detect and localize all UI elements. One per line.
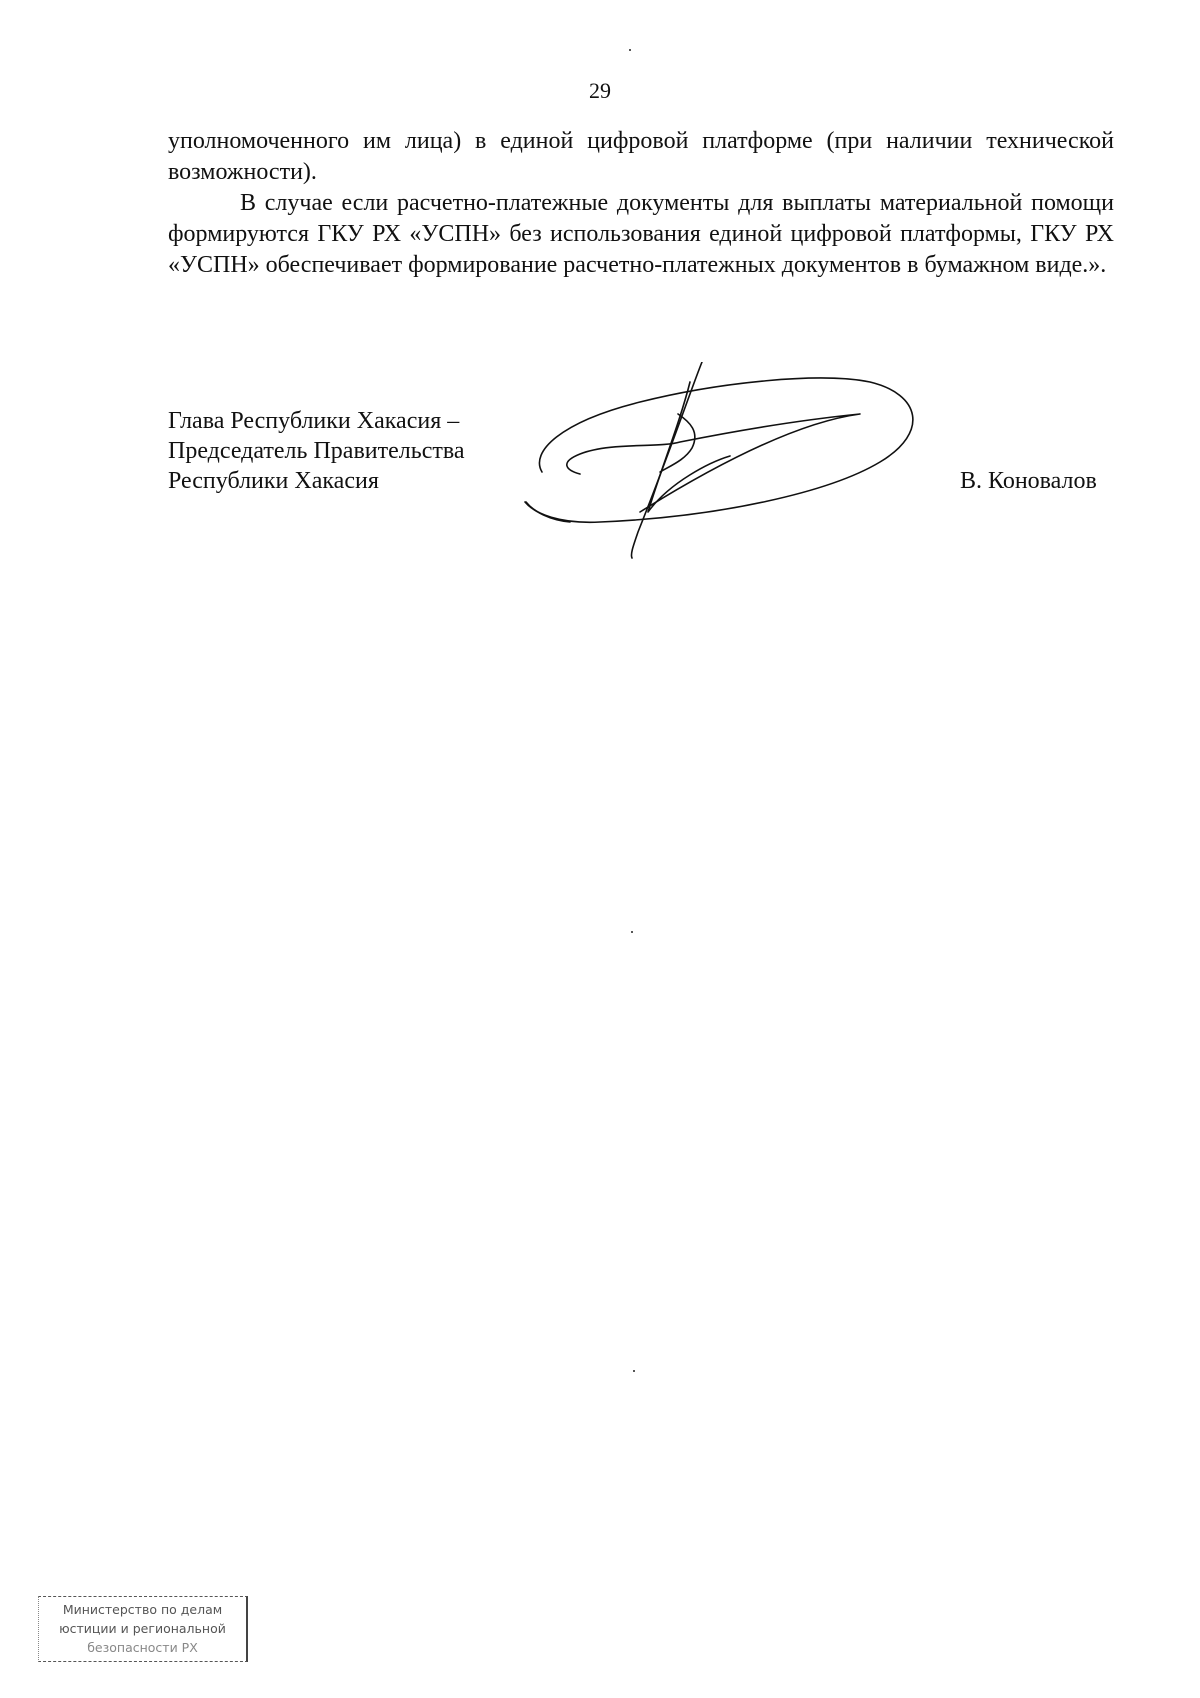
scan-speck [633,1370,635,1372]
signer-name: В. Коновалов [960,468,1097,494]
body-text [168,126,1114,281]
handwritten-signature [520,362,940,562]
signature-loop-stroke [525,378,913,522]
paragraph-payment-documents: В случае если расчетно-платежные документы для выплаты материальной помощи формируются ГКУ РХ «УСПН» без использования единой цифровой платформы, ГКУ РХ «УСПН» обеспечивает формирование расчетно-платежных документов в бумажном виде.». [168,190,1114,278]
signature-tail-stroke [526,502,570,522]
registration-stamp [38,1596,248,1662]
stamp-line: юстиции и региональной [59,1621,226,1636]
stamp-line: безопасности РХ [87,1640,198,1655]
signatory-title [168,406,465,496]
signature-vertical-stroke [648,382,730,512]
stamp-line: Министерство по делам [62,1602,223,1617]
scan-speck [629,49,631,51]
signatory-title-line: Республики Хакасия [168,468,379,494]
signatory-title-line: Председатель Правительства [168,438,465,464]
scan-speck [631,931,633,933]
signature-vertical-stroke [631,362,702,558]
paragraph-continuation: уполномоченного им лица) в единой цифровой платформе (при наличии технической возможности). [168,128,1114,185]
signatory-title-line: Глава Республики Хакасия – [168,408,460,434]
page-number: 29 [589,78,611,103]
